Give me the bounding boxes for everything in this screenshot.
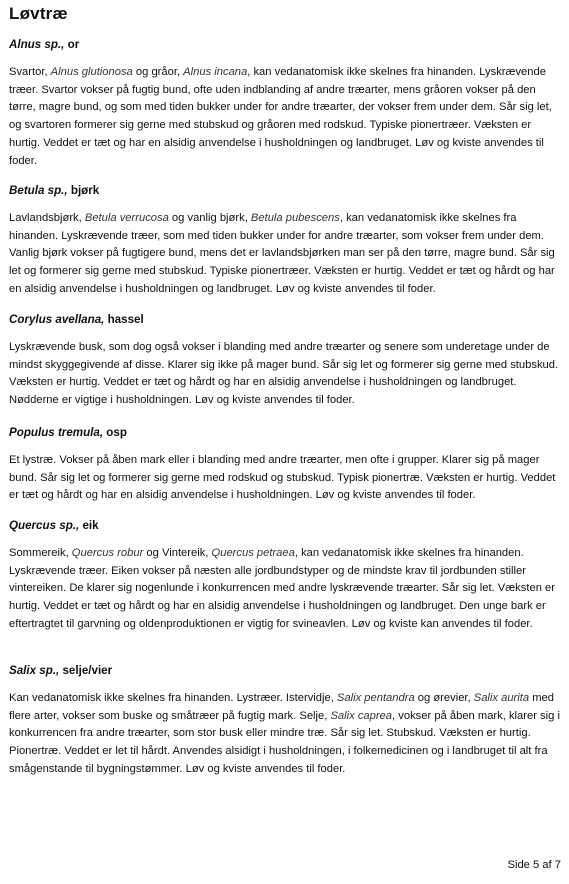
body-text: med flere arter, vokser som buske og småtræer på fugtig mark. Selje, bbox=[9, 692, 554, 722]
heading-common: eik bbox=[79, 519, 99, 532]
heading-latin: Populus tremula, bbox=[9, 426, 104, 439]
species-name: Salix aurita bbox=[473, 692, 530, 704]
body-text: og vanlig bjørk, bbox=[168, 212, 251, 224]
section-betula bbox=[9, 183, 561, 299]
section-quercus bbox=[9, 518, 561, 634]
section-heading bbox=[9, 663, 561, 678]
species-name: Quercus petraea bbox=[211, 547, 295, 559]
heading-latin: Quercus sp., bbox=[9, 519, 80, 532]
heading-latin: Salix sp., bbox=[9, 664, 60, 677]
heading-common: selje/vier bbox=[59, 664, 113, 677]
section-body bbox=[9, 339, 561, 410]
species-name: Betula pubescens bbox=[250, 212, 340, 224]
section-heading bbox=[9, 312, 561, 327]
body-text: Kan vedanatomisk ikke skelnes fra hinanden. Lystræer. Istervidje, bbox=[9, 692, 337, 704]
page-number: Side 5 af 7 bbox=[507, 859, 561, 871]
page-title: Løvtræ bbox=[9, 4, 68, 23]
body-text: og gråor, bbox=[132, 66, 184, 78]
section-heading bbox=[9, 425, 561, 440]
species-name: Salix pentandra bbox=[336, 692, 415, 704]
heading-latin: Alnus sp., bbox=[9, 38, 65, 51]
body-text: og ørevier, bbox=[414, 692, 474, 704]
body-text: , kan vedanatomisk ikke skelnes fra hinanden. Lyskrævende træer. Eiken vokser på næsten alle jordbundstyper og de mindste krav til jordbunden stiller vintereiken. De klarer sig nogenlunde i konkurrencen med andre lyskrævende træarter. Sår sig let. Væksten er hurtig. Veddet er tæt og hårdt og har en alsidig anvendelse i husholdningen og landbruget. Den unge bark er eftertragtet til garvning og oldenproduktionen er vigtig for svineavlen. Løv og kviste kan anvendes til foder. bbox=[9, 547, 555, 630]
species-name: Quercus robur bbox=[71, 547, 144, 559]
heading-common: or bbox=[64, 38, 80, 51]
body-text: og Vintereik, bbox=[143, 547, 212, 559]
body-text: Lavlandsbjørk, bbox=[9, 212, 85, 224]
body-text: , vokser på åben mark, klarer sig i konkurrencen fra andre træarter, som stor busk eller mindre træ. Sår sig let. Stubskud. Væksten er hurtig. Pionertræ. Veddet er let til hårdt. Anvendes alsidigt i husholdningen, i folkemedicinen og i landbruget til alt fra smågenstande til bygningstømmer. Løv og kviste anvendes til foder. bbox=[9, 709, 560, 775]
body-text: , kan vedanatomisk ikke skelnes fra hinanden. Lyskrævende træer. Svartor vokser på fugtig bund, ofte uden indblanding af andre træarter, mens gråoren vokser på den tørre, magre bund, og som med tiden bukker under for andre træarter, der vokser frem under dem. Sår sig let, og svartoren formerer sig gerne med stubskud og gråoren med rodskud. Typiske pionertræer. Væksten er hurtig. Veddet er tæt og har en alsidig anvendelse i husholdningen og landbruget. Løv og kviste anvendes til foder. bbox=[9, 66, 552, 167]
section-salix bbox=[9, 663, 561, 779]
section-heading bbox=[9, 183, 561, 198]
body-text: Et lystræ. Vokser på åben mark eller i blanding med andre træarter, men ofte i grupper. Klarer sig på mager bund. Sår sig let og formerer sig gerne med rodskud og stubskud. Typisk pionertræ. Væksten er hurtig. Veddet er tæt og hårdt og har en alsidig anvendelse i husholdningen. Løv og kviste anvendes til foder. bbox=[9, 454, 556, 502]
species-name: Alnus glutionosa bbox=[50, 66, 133, 78]
species-name: Salix caprea bbox=[330, 709, 393, 722]
section-corylus bbox=[9, 312, 561, 410]
section-body bbox=[9, 690, 561, 779]
section-populus bbox=[9, 425, 561, 505]
body-text: Sommereik, bbox=[9, 547, 72, 559]
section-heading bbox=[9, 518, 561, 533]
section-body bbox=[9, 64, 561, 170]
section-body bbox=[9, 452, 561, 505]
section-alnus bbox=[9, 37, 561, 170]
body-text: Svartor, bbox=[9, 66, 51, 78]
body-text: Lyskrævende busk, som dog også vokser i blanding med andre træarter og senere som underetage under de mindst skyggegivende af disse. Klarer sig ikke på mager bund. Sår sig let og formerer sig gerne med stubskud. Væksten er hurtig. Veddet er tæt og hårdt og har en alsidig anvendelse i husholdningen og landbruget. Nødderne er vigtige i husholdningen. Løv og kviste anvendes til foder. bbox=[9, 341, 559, 407]
heading-common: bjørk bbox=[67, 184, 100, 197]
section-body bbox=[9, 210, 561, 299]
heading-latin: Betula sp., bbox=[9, 184, 68, 197]
heading-common: osp bbox=[103, 426, 127, 439]
species-name: Alnus incana bbox=[183, 66, 248, 78]
heading-common: hassel bbox=[104, 313, 144, 326]
section-heading bbox=[9, 37, 561, 52]
heading-latin: Corylus avellana, bbox=[9, 313, 105, 326]
species-name: Betula verrucosa bbox=[84, 212, 169, 224]
body-text: , kan vedanatomisk ikke skelnes fra hinanden. Lyskrævende træer, som med tiden bukker under for andre træarter, som vokser frem under dem. Vanlig bjørk vokser på fugtigere bund, mens det er lavlandsbjørken man ser på den tørre, magre bund. Sår sig let og formerer sig gerne med stubskud. Typiske pionertræer. Væksten er hurtig. Veddet er tæt og hårdt og har en alsidig anvendelse i husholdningen og landbruget. Løv og kviste anvendes til foder. bbox=[9, 212, 555, 295]
section-body bbox=[9, 545, 561, 634]
